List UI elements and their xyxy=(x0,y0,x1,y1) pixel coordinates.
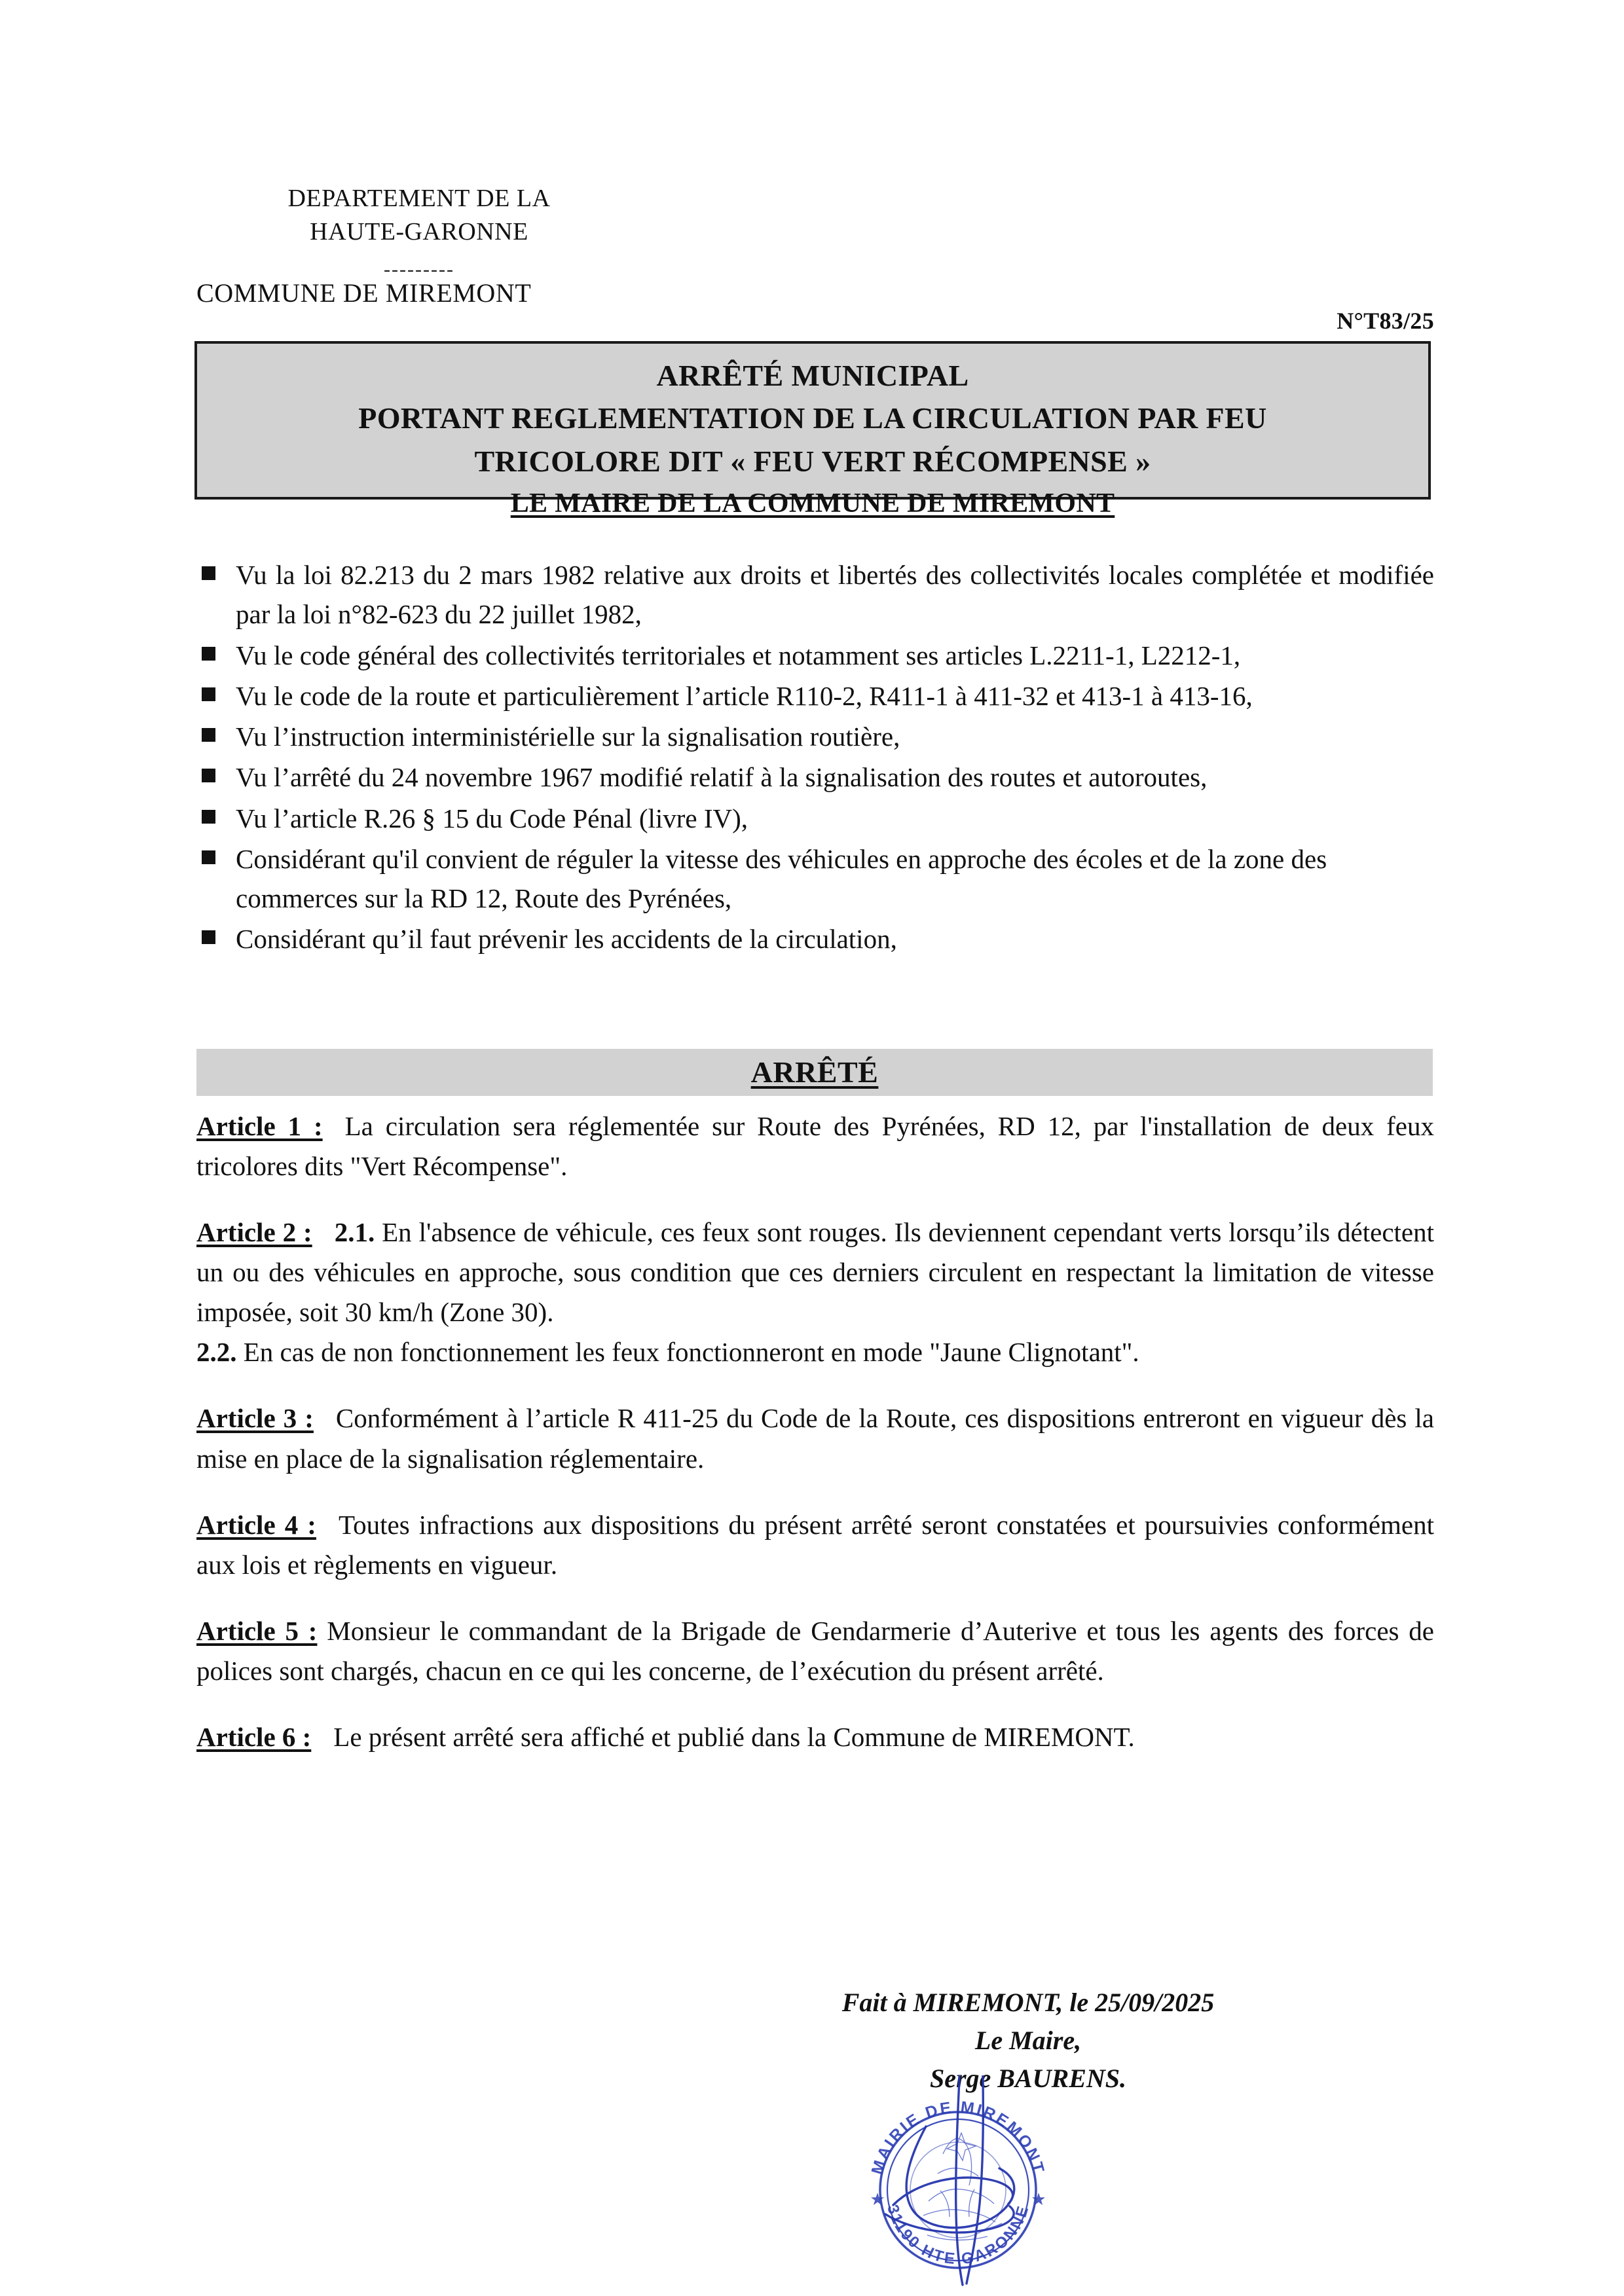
official-stamp xyxy=(845,2075,1067,2296)
clause-item xyxy=(196,757,1434,797)
signature-block xyxy=(773,1984,1283,2098)
article-2-heading: Article 2 : xyxy=(196,1217,312,1248)
clause-item xyxy=(196,799,1434,838)
commune-name: COMMUNE DE MIREMONT xyxy=(196,278,532,308)
article-4-body: Toutes infractions aux dispositions du présent arrêté seront constatées et poursuivies conformément aux lois et règlements en vigueur. xyxy=(196,1509,1434,1580)
article-3-heading: Article 3 : xyxy=(196,1403,314,1434)
clause-item xyxy=(196,555,1434,634)
article-5-body: Monsieur le commandant de la Brigade de Gendarmerie d’Auterive et tous les agents des forces de polices sont chargés, chacun en ce qui les concerne, de l’exécution du présent arrêté. xyxy=(196,1615,1435,1686)
clause-text: Vu la loi 82.213 du 2 mars 1982 relative aux droits et libertés des collectivités locales complétée et modifiée par la loi n°82-623 du 22 juillet 1982, xyxy=(236,560,1434,630)
arrete-band-label: ARRÊTÉ xyxy=(750,1055,879,1089)
clause-item xyxy=(196,919,1434,958)
title-line-3: TRICOLORE DIT « FEU VERT RÉCOMPENSE » xyxy=(474,444,1151,478)
title-line-2: PORTANT REGLEMENTATION DE LA CIRCULATION PAR FEU xyxy=(358,401,1267,435)
article-2-sub2-number: 2.2. xyxy=(196,1337,237,1368)
letterhead xyxy=(216,182,622,287)
clause-item xyxy=(196,636,1434,675)
arrete-section-band xyxy=(196,1049,1433,1096)
square-bullet-icon xyxy=(202,647,215,661)
article-1-body: La circulation sera réglementée sur Route des Pyrénées, RD 12, par l'installation de deux feux tricolores dits "Vert Récompense". xyxy=(196,1111,1434,1182)
svg-text:31190 HTE GARONNE: 31190 HTE GARONNE xyxy=(883,2202,1033,2269)
clause-text: Considérant qu’il faut prévenir les accidents de la circulation, xyxy=(236,924,897,955)
clause-text: Vu l’article R.26 § 15 du Code Pénal (livre IV), xyxy=(236,803,748,833)
clauses-list xyxy=(196,555,1434,960)
svg-text:★: ★ xyxy=(870,2190,885,2210)
article-2 xyxy=(196,1212,1434,1372)
article-6 xyxy=(196,1717,1434,1757)
square-bullet-icon xyxy=(202,810,215,824)
arrete-reference-number: N°T83/25 xyxy=(1337,308,1434,334)
title-box xyxy=(194,341,1431,500)
clause-item xyxy=(196,839,1434,919)
clause-text: Vu l’arrêté du 24 novembre 1967 modifié relatif à la signalisation des routes et autoroutes, xyxy=(236,762,1208,793)
department-line-1: DEPARTEMENT DE LA xyxy=(287,185,551,212)
square-bullet-icon xyxy=(202,769,215,782)
clause-item xyxy=(196,717,1434,756)
article-1 xyxy=(196,1106,1434,1186)
square-bullet-icon xyxy=(202,687,215,701)
signature-role: Le Maire, xyxy=(974,2026,1082,2055)
article-6-body: Le présent arrêté sera affiché et publié dans la Commune de MIREMONT. xyxy=(333,1721,1135,1752)
article-3-body: Conformément à l’article R 411-25 du Code de la Route, ces dispositions entreront en vigueur dès la mise en place de la signalisation réglementaire. xyxy=(196,1403,1434,1474)
articles-section xyxy=(196,1106,1434,1783)
department-line-2: HAUTE-GARONNE xyxy=(310,218,528,246)
page-subtitle: LE MAIRE DE LA COMMUNE DE MIREMONT xyxy=(510,488,1115,519)
article-2-sub2-body: En cas de non fonctionnement les feux fonctionneront en mode "Jaune Clignotant". xyxy=(243,1337,1139,1368)
clause-item xyxy=(196,676,1434,716)
article-6-heading: Article 6 : xyxy=(196,1721,312,1752)
square-bullet-icon xyxy=(202,850,215,864)
square-bullet-icon xyxy=(202,728,215,742)
article-4-heading: Article 4 : xyxy=(196,1509,316,1540)
clause-text: Vu le code général des collectivités territoriales et notamment ses articles L.2211-1, L2212-1, xyxy=(236,640,1241,670)
article-5-heading: Article 5 : xyxy=(196,1615,318,1646)
clause-text: Considérant qu'il convient de réguler la vitesse des véhicules en approche des écoles et de la zone des commerces sur la RD 12, Route des Pyrénées, xyxy=(236,843,1327,914)
svg-text:★: ★ xyxy=(1031,2190,1046,2210)
signature-name: Serge BAURENS. xyxy=(929,2064,1127,2093)
square-bullet-icon xyxy=(202,930,215,944)
title-line-1: ARRÊTÉ MUNICIPAL xyxy=(656,359,969,392)
article-5 xyxy=(196,1611,1434,1691)
svg-text:MAIRIE DE MIREMONT: MAIRIE DE MIREMONT xyxy=(868,2098,1048,2177)
clause-text: Vu le code de la route et particulièrement l’article R110-2, R411-1 à 411-32 et 413-1 à 413-16, xyxy=(236,680,1253,711)
article-2-sub1-body: En l'absence de véhicule, ces feux sont rouges. Ils deviennent cependant verts lorsqu’ils détectent un ou des véhicules en approche, sous condition que ces derniers circulent en respectant la limitation de vitesse imposée, soit 30 km/h (Zone 30). xyxy=(196,1217,1435,1328)
article-1-heading: Article 1 : xyxy=(196,1111,323,1141)
article-3 xyxy=(196,1398,1434,1478)
article-4 xyxy=(196,1505,1434,1585)
square-bullet-icon xyxy=(202,566,215,580)
dashed-separator: --------- xyxy=(384,258,454,280)
article-2-sub1-number: 2.1. xyxy=(334,1217,375,1248)
signature-place-date: Fait à MIREMONT, le 25/09/2025 xyxy=(841,1988,1215,2017)
clause-text: Vu l’instruction interministérielle sur la signalisation routière, xyxy=(236,721,900,752)
